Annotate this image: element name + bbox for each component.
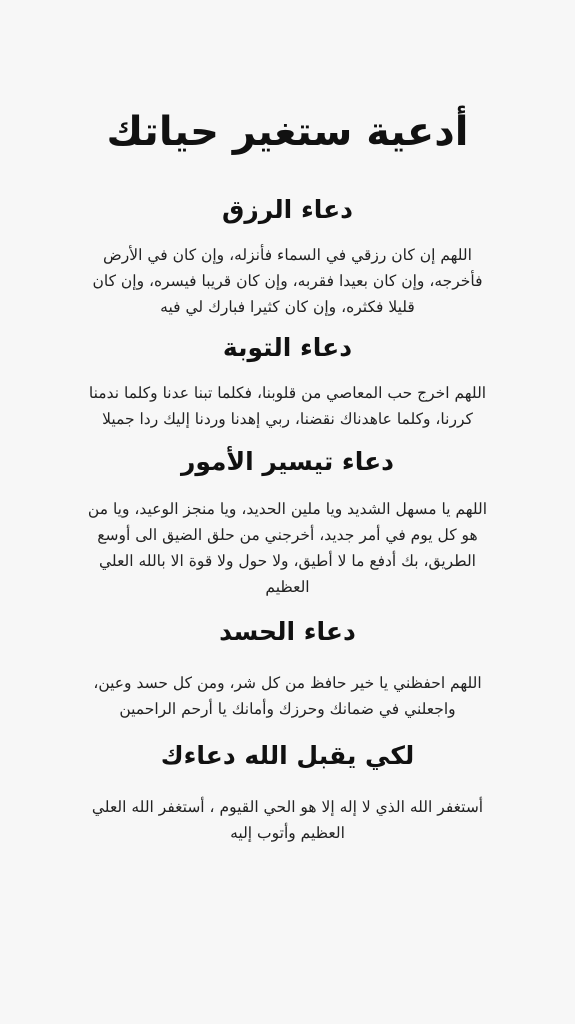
section-acceptance: [85, 736, 490, 846]
section-title: لكي يقبل الله دعاءك: [160, 741, 415, 770]
page-title: أدعية ستغير حياتك: [106, 109, 469, 155]
section-body: اللهم إن كان رزقي في السماء فأنزله، وإن كان في الأرض فأخرجه، وإن كان بعيدا فقربه، وإن كان قريبا فيسره، وإن كان قليلا فكثره، وإن كان كثيرا فبارك لي فيه: [92, 246, 483, 316]
section-title: دعاء الرزق: [221, 195, 354, 224]
section-tayseer: [85, 442, 490, 600]
section-tawba: [85, 328, 490, 432]
section-title: دعاء تيسير الأمور: [180, 447, 394, 476]
section-rizq: [85, 190, 490, 320]
section-title: دعاء التوبة: [222, 333, 353, 362]
section-title: دعاء الحسد: [219, 617, 356, 646]
section-body: أستغفر الله الذي لا إله إلا هو الحي القيوم ، أستغفر الله العلي العظيم وأتوب إليه: [91, 798, 484, 842]
section-body: اللهم احفظني يا خير حافظ من كل شر، ومن كل حسد وعين، واجعلني في ضمانك وحرزك وأمانك يا أرحم الراحمين: [93, 674, 482, 718]
section-hasad: [85, 612, 490, 722]
section-body: اللهم يا مسهل الشديد ويا ملين الحديد، ويا منجز الوعيد، ويا من هو كل يوم في أمر جديد، أخرجني من حلق الضيق الى أوسع الطريق، بك أدفع ما لا أطيق، ولا حول ولا قوة الا بالله العلي العظيم: [87, 500, 488, 596]
section-body: اللهم اخرج حب المعاصي من قلوبنا، فكلما تبنا عدنا وكلما ندمنا كررنا، وكلما عاهدناك نقضنا، ربي إهدنا وردنا إليك ردا جميلا: [88, 384, 487, 428]
